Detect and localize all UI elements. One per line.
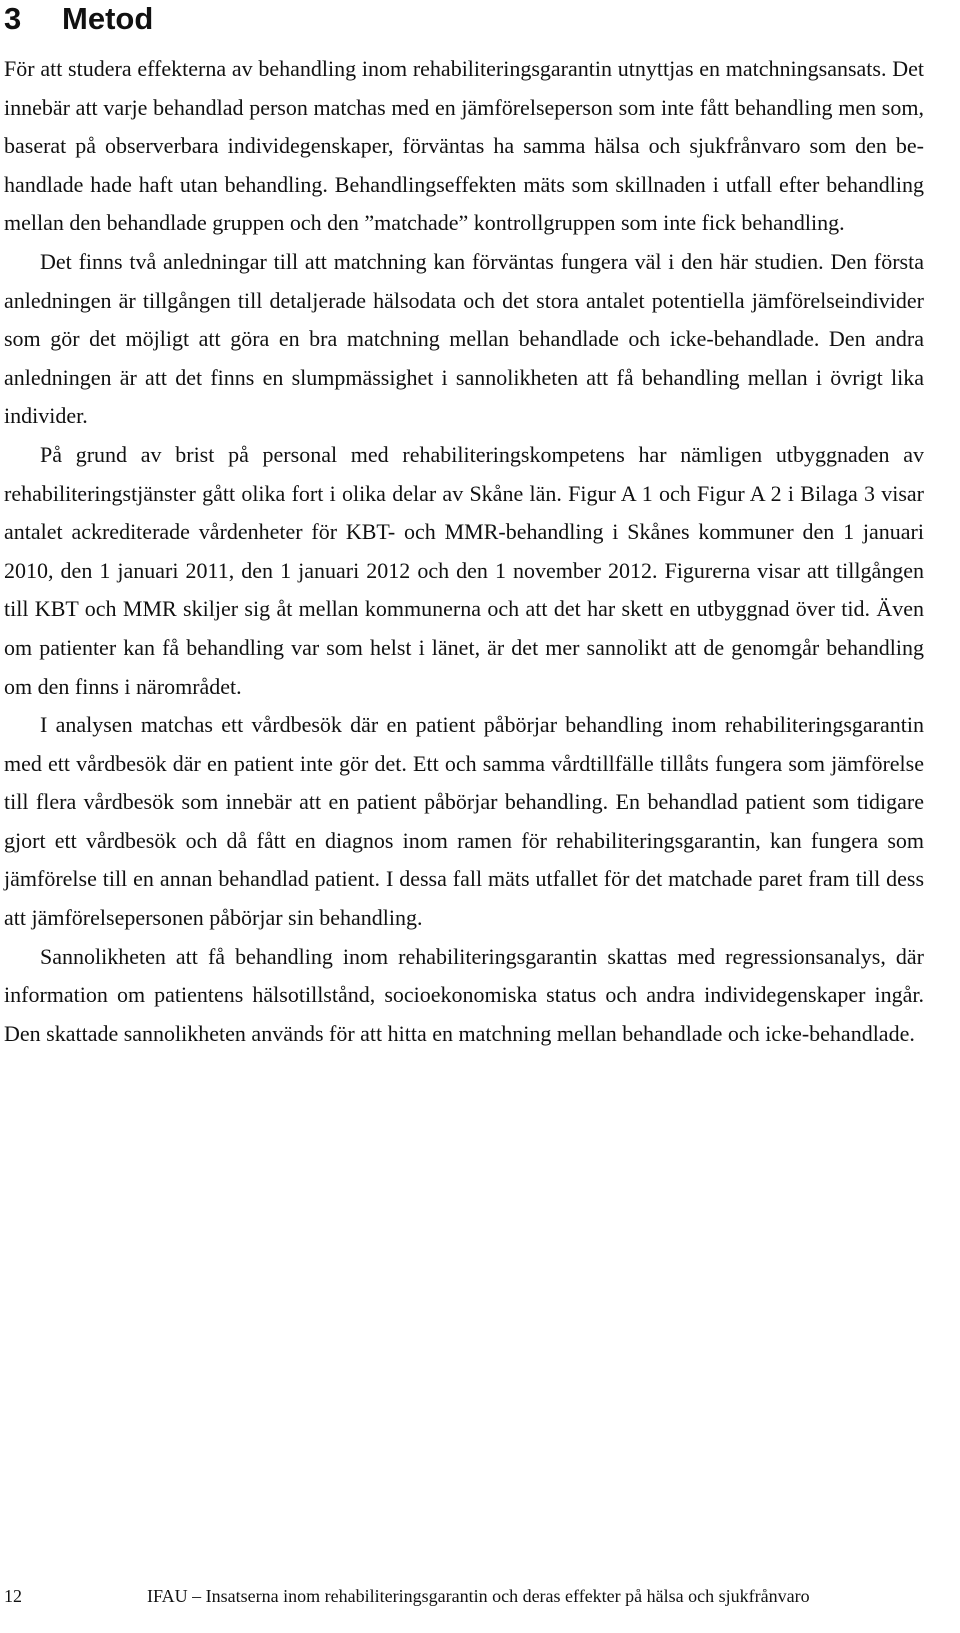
paragraph-3: På grund av brist på personal med rehabiliteringskompetens har nämligen utbyggnaden av rehabiliteringstjänster gått olika fort i olika delar av Skåne län. Figur A 1 och Figur A 2 i Bilaga 3 visar antalet ackrediterade vårdenheter för KBT- och MMR-behandling i Skånes kommuner den 1 januari 2010, den 1 januari 2011, den 1 januari 2012 och den 1 november 2012. Figurerna visar att tillgången till KBT och MMR skiljer sig åt mellan kommunerna och att det har skett en utbyggnad över tid. Även om patienter kan få behandling var som helst i länet, är det mer sannolikt att de genomgår behandling om den finns i närområdet. [4,441,924,699]
paragraph-5: Sannolikheten att få behandling inom rehabiliteringsgarantin skattas med regressionsanalys, där information om patientens hälsotillstånd, socioekonomiska status och andra individegenskaper ingår. Den skattade sannolikheten används för att hitta en matchning mellan behandlade och icke-behandlade. [4,943,924,1046]
page-number: 12 [4,1586,22,1606]
body-text [4,50,924,1053]
paragraph-2: Det finns två anledningar till att matchning kan förväntas fungera väl i den här studien. Den första anledningen är tillgången till detaljerade hälsodata och det stora antalet potentiella jämförelseindivider som gör det möjligt att göra en bra matchning mellan behandlade och icke-behandlade. Den andra anledningen är att det finns en slumpmässighet i sannolikheten att få behandling mellan i övrigt lika individer. [4,248,924,429]
running-head: IFAU – Insatserna inom rehabiliteringsgarantin och deras effekter på hälsa och sjukfrånvaro [147,1586,810,1606]
section-heading [4,0,153,38]
paragraph-4: I analysen matchas ett vårdbesök där en patient påbörjar behandling inom rehabiliteringsgarantin med ett vårdbesök där en patient inte gör det. Ett och samma vårdtillfälle tillåts fungera som jämförelse till flera vårdbesök som innebär att en patient påbörjar behandling. En behandlad patient som tidigare gjort ett vårdbesök och då fått en diagnos inom ramen för rehabiliteringsgarantin, kan fungera som jämförelse till en annan behandlad patient. I dessa fall mäts utfallet för det matchade paret fram till dess att jämförelsepersonen påbörjar sin behandling. [4,712,924,931]
section-number: 3 [4,1,22,36]
section-title: Metod [62,1,154,36]
paragraph-1: För att studera effekterna av behandling inom rehabiliteringsgarantin utnyttjas en matchningsansats. Det innebär att varje behandlad person matchas med en jämförelseperson som inte fått behandling men som, baserat på observerbara individegenskaper, förväntas ha samma hälsa och sjukfrånvaro som den behandlade hade haft utan behandling. Behandlingseffekten mäts som skillnaden i utfall efter behandling mellan den behandlade gruppen och den ”matchade” kontrollgruppen som inte fick behandling. [4,56,924,236]
